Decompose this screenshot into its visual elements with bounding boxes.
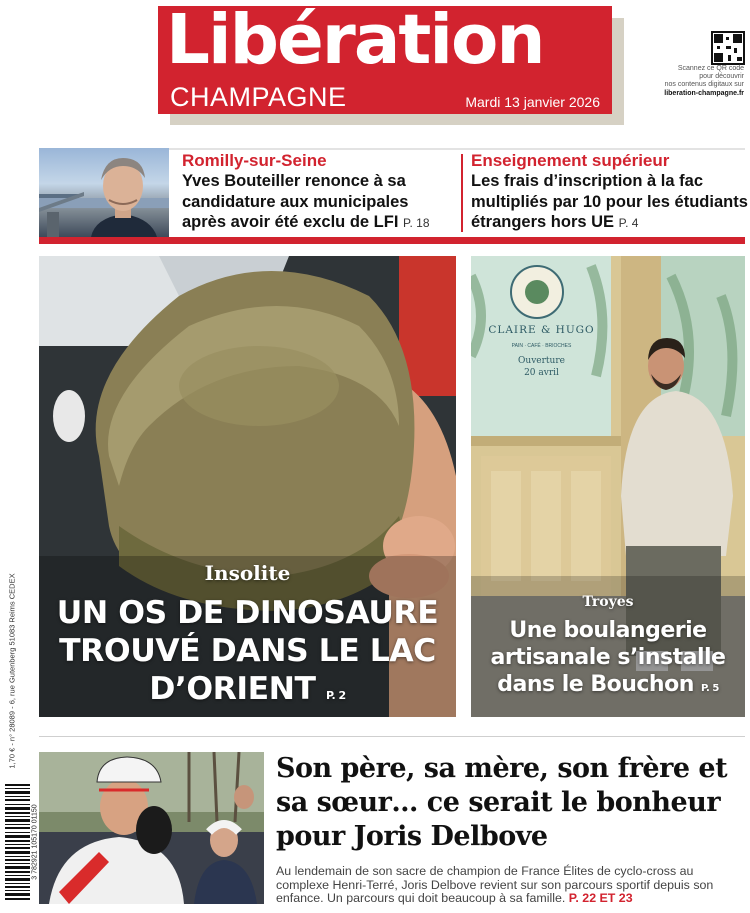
right-story-headline: Une boulangerie artisanale s’installe dans le Bouchon P. 5 xyxy=(490,618,726,697)
shop-sign-name: CLAIRE & HUGO xyxy=(488,324,595,336)
page-ref: P. 22 ET 23 xyxy=(568,891,633,905)
teaser-kicker: Romilly-sur-Seine xyxy=(182,151,327,170)
teaser-romilly[interactable] xyxy=(182,151,457,234)
masthead-subtitle: CHAMPAGNE xyxy=(170,82,347,112)
masthead-title: Libération xyxy=(166,0,544,80)
page-ref: P. 18 xyxy=(403,216,430,230)
teaser-headline: Yves Bouteiller renonce à sa candidature aux municipales après avoir été exclu de LFI P. 18 xyxy=(182,172,430,231)
right-story-kicker: Troyes xyxy=(582,594,634,610)
page-ref: P. 2 xyxy=(326,689,346,702)
teaser-photo-portrait[interactable] xyxy=(39,148,169,237)
bottom-story-headline[interactable]: Son père, sa mère, son frère et sa sœur… ce serait le bonheur pour Joris Delbove xyxy=(276,753,728,852)
barcode-icon xyxy=(5,782,30,902)
qr-code-icon[interactable] xyxy=(711,31,745,65)
teaser-enseignement[interactable] xyxy=(471,151,750,234)
masthead[interactable] xyxy=(158,0,612,114)
page-ref: P. 4 xyxy=(618,216,639,230)
main-story-photo[interactable] xyxy=(39,256,456,717)
bottom-story-photo[interactable] xyxy=(39,752,264,904)
shop-sign-sub: PAIN · CAFÉ · BRIOCHES xyxy=(511,343,572,349)
section-divider xyxy=(39,736,745,737)
main-story-kicker: Insolite xyxy=(204,561,291,585)
main-story-headline: UN OS DE DINOSAURE TROUVÉ DANS LE LAC D’ORIENT P. 2 xyxy=(56,595,439,707)
page-ref: P. 5 xyxy=(701,683,719,694)
shop-sign-date: 20 avril xyxy=(524,368,559,378)
teaser-kicker: Enseignement supérieur xyxy=(471,151,670,170)
right-story-photo[interactable] xyxy=(471,256,745,717)
teaser-headline: Les frais d’inscription à la fac multipliés par 10 pour les étudiants étrangers hors UE P. 4 xyxy=(471,172,748,231)
bottom-story-body: Au lendemain de son sacre de champion de France Élites de cyclo-cross au complexe Henri-Terré, Joris Delbove revient sur son parcours sportif depuis son enfance. Un parcours qui doit beaucoup à sa famille. P. 22 ET 23 xyxy=(276,864,714,905)
teaser-separator xyxy=(461,154,463,232)
teaser-red-bar xyxy=(39,237,745,244)
qr-site-link[interactable]: liberation-champagne.fr xyxy=(664,89,744,97)
barcode-number: 3 782921 105170 01150 xyxy=(31,804,39,880)
issue-date: Mardi 13 janvier 2026 xyxy=(465,94,600,110)
qr-caption: Scannez ce QR code pour découvrir nos contenus digitaux sur liberation-champagne.fr xyxy=(664,65,744,97)
side-imprint: 1,70 € - n° 28089 - 6, rue Gutenberg 51083 Reims CEDEX xyxy=(7,573,17,769)
shop-sign-open: Ouverture xyxy=(518,356,565,366)
